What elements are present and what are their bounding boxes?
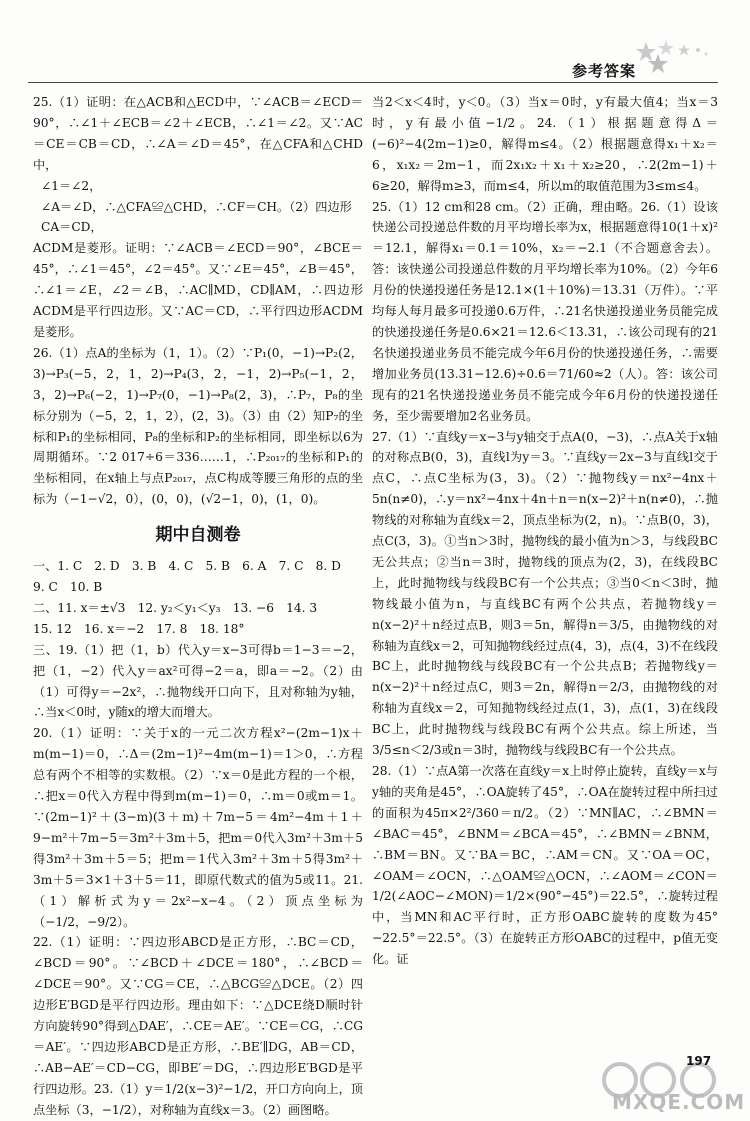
answer-paragraph: CA＝CD， [41,220,103,235]
answer-paragraph: 27.（1）∵直线y＝x−3与y轴交于点A(0，−3)，∴点A关于x轴的对称点B(0，3)，直线l为y＝3。∵直线y＝2x−3与直线l交于点C，∴点C坐标为(3，3)。（2）∵抛物线y＝nx²−4nx＋5n(n≠0)，∴y＝nx²−4nx＋4n＋n＝n(x−2)²＋n(n≠0)，∴抛物线的对称轴为直线x＝2，顶点坐标为(2，n)。∵点B(0，3)，点C(3，3)。①当n＞3时，抛物线的最小值为n＞3，与线段BC无公共点；②当n＝3时，抛物线的顶点为(2，3)，在线段BC上，此时抛物线与线段BC有一个公共点；③当0＜n＜3时，抛物线最小值为n，与直线BC有两个公共点，若抛物线y＝n(x−2)²＋n经过点B，则3＝5n，解得n＝3/5，由抛物线的对称轴为直线x＝2，可知抛物线经过点(4，3)，点(4，3)不在线段BC上，此时抛物线与线段BC有一个公共点B；若抛物线y＝n(x−2)²＋n经过点C，则3＝2n，解得n＝2/3，由抛物线的对称轴为直线x＝2，可知抛物线经过点(1，3)，点(1，3)在线段BC上，此时抛物线与线段BC有两个公共点。综上所述，当3/5≤n＜2/3或n＝3时，抛物线与线段BC有一个公共点。 [372,429,718,758]
header-title: 参考答案 [572,62,637,80]
right-column [372,92,718,970]
page-header [0,0,750,90]
answer-paragraph: ∠A＝∠D，∴△CFA≌△CHD，∴CF＝CH。（2）四边形 [41,199,352,214]
answer-paragraph: 当2＜x＜4时，y＜0。（3）当x＝0时，y有最大值4；当x＝3时，y有最小值−1/2。24.（1）根据题意得Δ＝(−6)²−4(2m−1)≥0，解得m≤4。（2）根据题意得x₁＋x₂＝6，x₁x₂＝2m−1，而2x₁x₂＋x₁＋x₂≥20，∴2(2m−1)＋6≥20，解得m≥3，而m≤4，所以m的取值范围为3≤m≤4。 [372,95,718,193]
page-number: 197 [686,1054,712,1068]
watermark-text: MXQE.COM [612,1090,746,1114]
header-divider [28,82,718,83]
answer-line: 15. 12 16. x＝−2 17. 8 18. 18° [33,621,245,636]
answer-paragraph: 25.（1）12 cm和28 cm。（2）正确，理由略。26.（1）设该快递公司投递总件数的月平均增长率为x，根据题意得10(1＋x)²＝12.1，解得x₁＝0.1＝10%，x₂＝−2.1（不合题意舍去）。答：该快递公司投递总件数的月平均增长率为10%。（2）今年6月份的快递投递任务是12.1×(1＋10%)＝13.31（万件）。∵平均每人每月最多可投递0.6万件，∴21名快递投递业务员能完成的快递投递任务是0.6×21＝12.6＜13.31，∴该公司现有的21名快递投递业务员不能完成今年6月份的快递投递任务，∴需要增加业务员(13.31−12.6)÷0.6＝71/60≈2（人）。答：该公司现有的21名快递投递业务员不能完成今年6月份的快递投递任务，至少需要增加2名业务员。 [372,199,718,423]
answer-paragraph: 28.（1）∵点A第一次落在直线y＝x上时停止旋转，直线y＝x与y轴的夹角是45°，∴OA旋转了45°，∴OA在旋转过程中所扫过的面积为45π×2²/360＝π/2。（2）∵MN∥AC，∴∠BMN＝∠BAC＝45°，∠BNM＝∠BCA＝45°，∴∠BMN＝∠BNM，∴BM＝BN。又∵BA＝BC，∴AM＝CN。又∵OA＝OC，∠OAM＝∠OCN，∴△OAM≌△OCN，∴∠AOM＝∠CON＝1/2(∠AOC−∠MON)＝1/2×(90°−45°)＝22.5°，∴旋转过程中，当MN和AC平行时，正方形OABC旋转的度数为45°−22.5°＝22.5°。（3）在旋转正方形OABC的过程中，p值无变化。证 [372,764,718,967]
answer-paragraph: 25.（1）证明：在△ACB和△ECD中，∵∠ACB＝∠ECD＝90°，∴∠1＋∠ECB＝∠2＋∠ECB，∴∠1＝∠2。又∵AC＝CE＝CB＝CD，∴∠A＝∠D＝45°，在△CFA和△CHD中， [33,95,363,172]
answer-line: 二、11. x＝±√3 12. y₂＜y₁＜y₃ 13. −6 14. 3 [33,600,318,615]
answer-paragraph: ∠1＝∠2， [41,178,102,193]
answer-paragraph: ACDM是菱形。证明：∵∠ACB＝∠ECD＝90°，∠BCE＝45°，∴∠1＝45°，∠2＝45°。又∵∠E＝45°，∠B＝45°，∴∠1＝∠E，∠2＝∠B，∴AC∥MD，CD∥AM，∴四边形ACDM是平行四边形。又∵AC＝CD，∴平行四边形ACDM是菱形。 [33,241,363,339]
answer-paragraph: 22.（1）证明：∵四边形ABCD是正方形，∴BC＝CD，∠BCD＝90°。∵∠BCD＋∠DCE＝180°，∴∠BCD＝∠DCE＝90°。又∵CG＝CE，∴△BCG≌△DCE。（2）四边形E′BGD是平行四边形。理由如下：∵△DCE绕D顺时针方向旋转90°得到△DAE′，∴CE＝AE′。∵CE＝CG，∴CG＝AE′。∵四边形ABCD是正方形，∴BE′∥DG，AB＝CD，∴AB−AE′＝CD−CG，即BE′＝DG，∴四边形E′BGD是平行四边形。23.（1）y＝1/2(x−3)²−1/2，开口方向向上，顶点坐标（3，−1/2），对称轴为直线x＝3。（2）画图略。 [33,935,363,1117]
answer-paragraph: 20.（1）证明：∵关于x的一元二次方程x²−(2m−1)x＋m(m−1)＝0，∴Δ＝(2m−1)²−4m(m−1)＝1＞0，∴方程总有两个不相等的实数根。（2）∵x＝0是此方程的一个根，∴把x＝0代入方程中得到m(m−1)＝0，∴m＝0或m＝1。∵(2m−1)²＋(3−m)(3＋m)＋7m−5＝4m²−4m＋1＋9−m²＋7m−5＝3m²＋3m＋5，把m＝0代入3m²＋3m＋5得3m²＋3m＋5＝5；把m＝1代入3m²＋3m＋5得3m²＋3m＋5＝3×1＋3＋5＝11，即原代数式的值为5或11。21.（1）解析式为y＝2x²−x−4。（2）顶点坐标为（−1/2，−9/2）。 [33,726,363,929]
decorative-stars-icon [636,40,716,74]
left-column [33,92,363,1121]
answer-paragraph: 26.（1）点A的坐标为（1，1）。（2）∵P₁(0，−1)→P₂(2，3)→P₃(−5，2，1，2)→P₄(3，2，−1，2)→P₅(−1，2，3，2)→P₆(−2，1)→P₇(0，−1)→P₈(2，3)，∴P₇，P₈的坐标分别为（−5，2，1，2），(2，3)。（3）由（2）知P₇的坐标和P₁的坐标相同，P₈的坐标和P₂的坐标相同，即坐标以6为周期循环。∵2 017÷6＝336……1，∴P₂₀₁₇的坐标和P₁的坐标相同，在x轴上与点P₂₀₁₇，点C构成等腰三角形的点的坐标为（−1−√2，0），(0，0)，(√2−1，0)，(1，0)。 [33,345,363,507]
answer-line: 9. C 10. B [33,580,103,595]
answer-line: 一、1. C 2. D 3. B 4. C 5. B 6. A 7. C 8. D [33,559,341,574]
answer-paragraph: 三、19.（1）把（1，b）代入y＝x−3可得b＝1−3＝−2，把（1，−2）代入y＝ax²可得−2＝a，即a＝−2。（2）由（1）可得y＝−2x²，∴抛物线开口向下，且对称轴为y轴，∴当x＜0时，y随x的增大而增大。 [33,642,363,720]
section-title: 期中自测卷 [155,525,241,546]
